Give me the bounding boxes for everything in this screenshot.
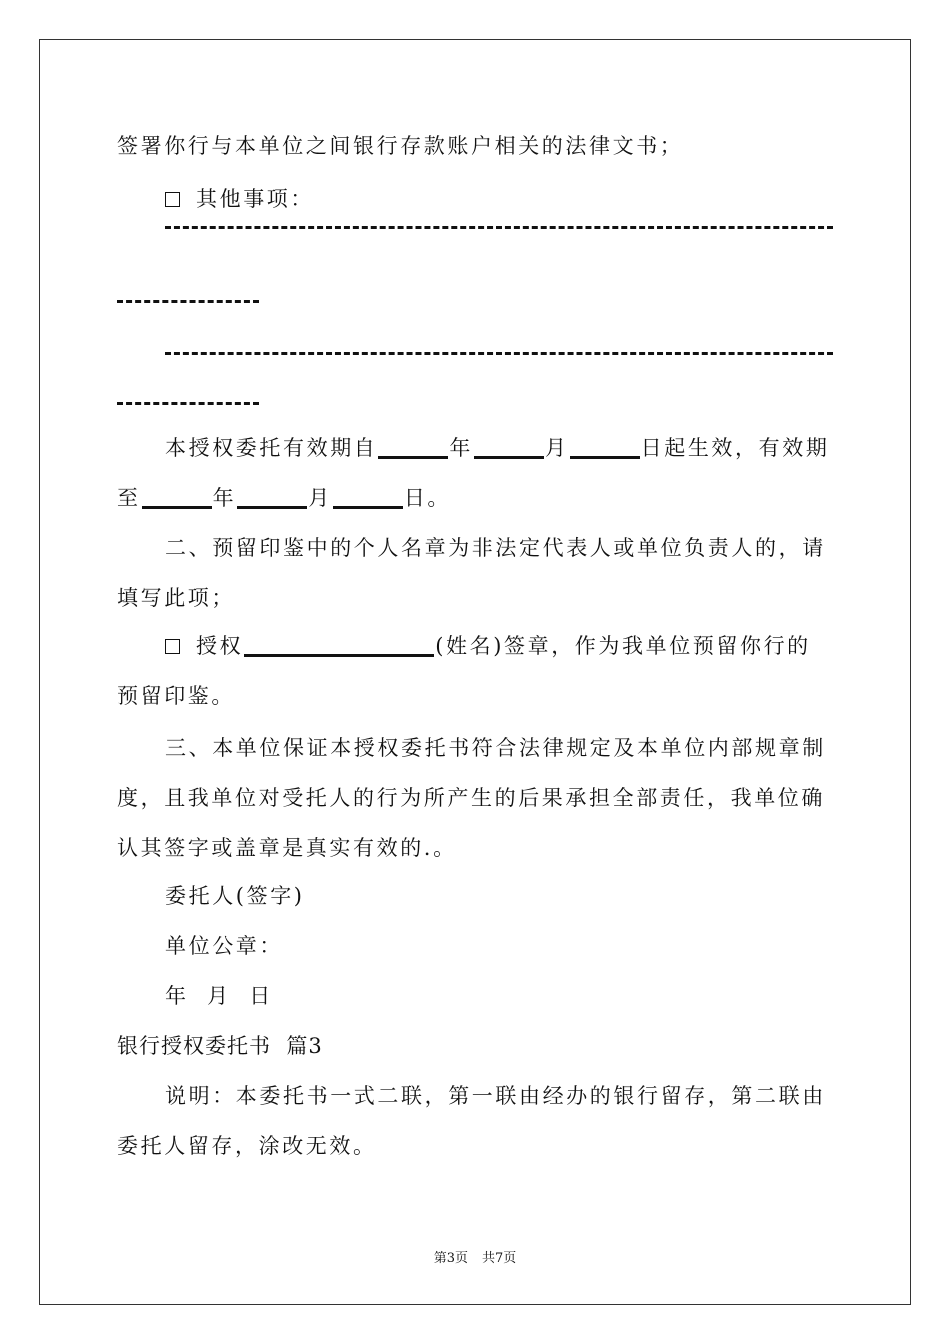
- page-total: 共7页: [482, 1251, 517, 1266]
- blank-end-year: [142, 506, 212, 509]
- blank-line-2-cont: [117, 402, 259, 405]
- checkbox-authorization[interactable]: [165, 639, 180, 654]
- note-line-2: 委托人留存，涂改无效。: [117, 1134, 377, 1158]
- checkbox-other-matters[interactable]: [165, 192, 180, 207]
- principal-signature: 委托人(签字): [165, 884, 305, 908]
- blank-line-2: [165, 352, 833, 355]
- section-3-line-2: 度，且我单位对受托人的行为所产生的后果承担全部责任，我单位确: [117, 786, 825, 810]
- blank-end-month: [237, 506, 307, 509]
- blank-end-day: [333, 506, 403, 509]
- section-3-line-1: 三、本单位保证本授权委托书符合法律规定及本单位内部规章制: [165, 736, 826, 760]
- section-3-line-3: 认其签字或盖章是真实有效的.。: [117, 836, 457, 860]
- other-matters-label: 其他事项：: [196, 187, 314, 211]
- validity-line-2: [117, 483, 833, 513]
- section-2-line-1: 二、预留印鉴中的个人名章为非法定代表人或单位负责人的，请: [165, 536, 826, 560]
- validity-text: 本授权委托有效期自: [165, 436, 378, 460]
- paragraph-legal-documents: 签署你行与本单位之间银行存款账户相关的法律文书；: [117, 134, 684, 158]
- section-2-line-2: 填写此项；: [117, 586, 235, 610]
- validity-end-year-label: 年: [212, 486, 237, 510]
- validity-until-text: 至: [117, 486, 141, 510]
- other-matters-item: [165, 184, 833, 214]
- blank-line-1: [165, 226, 833, 229]
- validity-month-label: 月: [545, 436, 569, 460]
- authorization-text: (姓名)签章，作为我单位预留你行的: [435, 634, 811, 658]
- authorization-line-2: 预留印鉴。: [117, 684, 235, 708]
- date-line: 年 月 日: [165, 984, 273, 1008]
- blank-line-1-cont: [117, 300, 259, 303]
- blank-day: [570, 456, 640, 459]
- unit-seal: 单位公章：: [165, 934, 283, 958]
- validity-end-month-label: 月: [308, 486, 332, 510]
- section-title-3: 银行授权委托书 篇3: [117, 1034, 323, 1058]
- blank-name: [244, 654, 434, 657]
- blank-year: [378, 456, 448, 459]
- note-line-1: 说明：本委托书一式二联，第一联由经办的银行留存，第二联由: [165, 1084, 826, 1108]
- page-footer: [0, 1247, 950, 1266]
- authorization-line: [165, 631, 833, 661]
- validity-day-label: 日起生效，有效期: [640, 436, 830, 460]
- authorization-label: 授权: [196, 634, 244, 658]
- validity-line-1: [165, 433, 833, 463]
- page-number: 第3页: [433, 1251, 468, 1266]
- blank-month: [474, 456, 544, 459]
- validity-end-day-label: 日。: [403, 486, 452, 510]
- validity-year-label: 年: [449, 436, 474, 460]
